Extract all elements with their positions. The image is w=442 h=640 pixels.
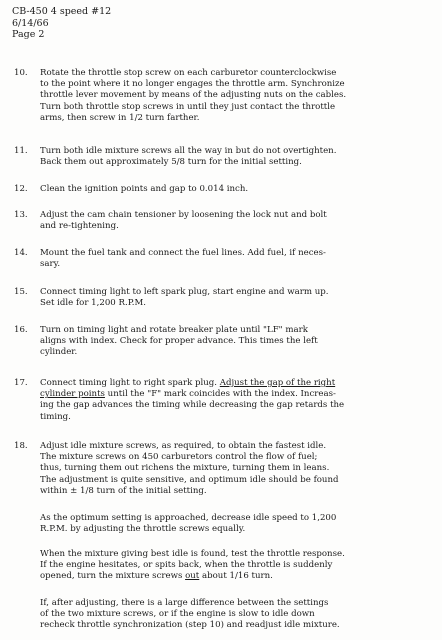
step-15 — [14, 287, 438, 309]
step-text — [40, 210, 436, 232]
step-text — [40, 441, 436, 497]
step-text-plain: opened, turn the mixture screws — [40, 571, 186, 582]
step-text-plain: until the "F" mark coincides with the index. Increas- — [104, 389, 336, 400]
step-line — [40, 378, 436, 389]
step-10 — [14, 68, 438, 124]
step-13 — [14, 210, 438, 232]
step-text-plain: Connect timing light to right spark plug. — [40, 378, 220, 388]
step-12 — [14, 184, 438, 195]
step-number: 18. — [14, 441, 28, 451]
step-14 — [14, 248, 438, 270]
step-line: Adjust the cam chain tensioner by loosening the lock nut and bolt — [40, 210, 327, 220]
step-line: R.P.M. by adjusting the throttle screws equally. — [40, 524, 246, 535]
step-18 — [14, 441, 438, 497]
step-number: 12. — [14, 184, 28, 194]
step-line: The mixture screws on 450 carburetors control the flow of fuel; — [40, 452, 318, 463]
step-text — [40, 378, 436, 423]
step-11 — [14, 146, 438, 168]
step-line: Turn both idle mixture screws all the way in but do not overtighten. — [40, 146, 337, 156]
step-number: 17. — [14, 378, 28, 388]
step-line: throttle lever movement by means of the adjusting nuts on the cables. — [40, 90, 347, 101]
step-text — [40, 248, 436, 270]
step-line: ing the gap advances the timing while decreasing the gap retards the — [40, 400, 345, 411]
step-line: Mount the fuel tank and connect the fuel lines. Add fuel, if neces- — [40, 248, 326, 258]
underlined-text: cylinder points — [40, 389, 105, 400]
header-date: 6/14/66 — [12, 17, 49, 29]
step-16 — [14, 325, 438, 359]
step-text-plain: about 1/16 turn. — [199, 571, 273, 582]
step-text — [40, 598, 436, 632]
step-line: Set idle for 1,200 R.P.M. — [40, 298, 147, 309]
header-model: CB-450 4 speed #12 — [12, 6, 112, 17]
step-text — [40, 146, 436, 168]
step-text — [40, 513, 436, 535]
step-line: Connect timing light to left spark plug, start engine and warm up. — [40, 287, 329, 297]
header-page-number: Page 2 — [12, 29, 45, 40]
document-header — [12, 6, 111, 41]
step-line: and re-tightening. — [40, 221, 119, 232]
step-line: aligns with index. Check for proper advance. This times the left — [40, 336, 318, 347]
underlined-text: out — [185, 571, 200, 582]
step-number: 16. — [14, 325, 28, 335]
step-18-paragraph-4 — [14, 598, 438, 632]
step-text — [40, 68, 436, 124]
step-line: to the point where it no longer engages the throttle arm. Synchronize — [40, 79, 345, 90]
step-line: Turn on timing light and rotate breaker plate until "LF" mark — [40, 325, 308, 335]
step-line: sary. — [40, 259, 61, 270]
step-line: thus, turning them out richens the mixture, turning them in leans. — [40, 463, 330, 474]
step-line: The adjustment is quite sensitive, and optimum idle should be found — [40, 474, 339, 485]
step-line: As the optimum setting is approached, decrease idle speed to 1,200 — [40, 513, 337, 523]
step-line: Back them out approximately 5/8 turn for the initial setting. — [40, 157, 302, 168]
step-number: 13. — [14, 210, 28, 220]
step-line: If the engine hesitates, or spits back, when the throttle is suddenly — [40, 560, 333, 571]
step-text — [40, 287, 436, 309]
step-number: 10. — [14, 68, 28, 78]
step-line: cylinder. — [40, 347, 78, 358]
step-17 — [14, 378, 438, 423]
step-text — [40, 184, 436, 195]
step-line: Turn both throttle stop screws in until they just contact the throttle — [40, 101, 336, 112]
step-18-paragraph-2 — [14, 513, 438, 535]
step-line: arms, then screw in 1/2 turn farther. — [40, 112, 200, 123]
step-line: Rotate the throttle stop screw on each carburetor counterclockwise — [40, 68, 337, 78]
step-18-paragraph-3 — [14, 549, 438, 583]
step-line: within ± 1/8 turn of the initial setting. — [40, 485, 207, 496]
step-number: 15. — [14, 287, 28, 297]
step-line: recheck throttle synchronization (step 10) and readjust idle mixture. — [40, 620, 340, 631]
step-line: If, after adjusting, there is a large difference between the settings — [40, 598, 329, 608]
step-line — [40, 389, 436, 400]
underlined-text: Adjust the gap of the right — [219, 378, 336, 388]
step-line: When the mixture giving best idle is found, test the throttle response. — [40, 549, 345, 559]
step-line: timing. — [40, 411, 71, 422]
step-text — [40, 325, 436, 359]
step-line: Clean the ignition points and gap to 0.014 inch. — [40, 184, 249, 194]
step-number: 11. — [14, 146, 28, 156]
step-line: Adjust idle mixture screws, as required, to obtain the fastest idle. — [40, 441, 327, 451]
step-text — [40, 549, 436, 583]
step-line: of the two mixture screws, or if the engine is slow to idle down — [40, 609, 315, 620]
step-line — [40, 571, 436, 582]
step-number: 14. — [14, 248, 28, 258]
